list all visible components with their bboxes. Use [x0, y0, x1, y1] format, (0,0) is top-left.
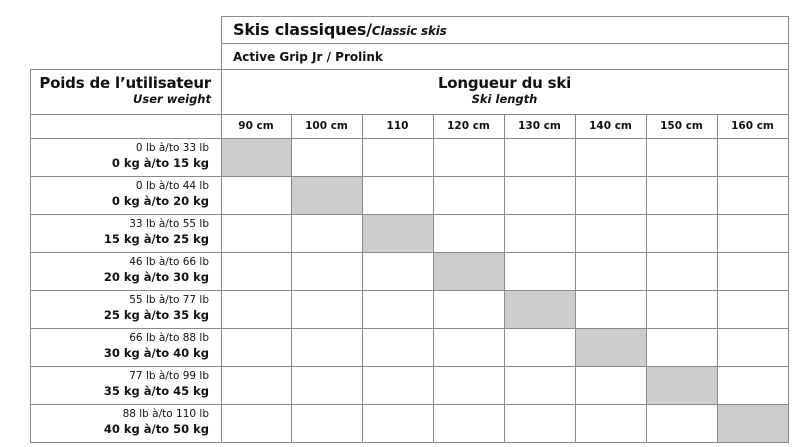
weight-kg: 35 kg à/to 45 kg — [103, 384, 209, 398]
weight-lb: 0 lb à/to 44 lb — [135, 180, 209, 192]
weight-lb: 66 lb à/to 88 lb — [129, 332, 209, 344]
grid-line — [30, 138, 789, 139]
weight-kg: 0 kg à/to 20 kg — [111, 194, 209, 208]
recommended-length-cell — [222, 139, 291, 176]
weight-lb: 77 lb à/to 99 lb — [129, 370, 209, 382]
grid-line — [717, 114, 718, 443]
recommended-length-cell — [718, 405, 788, 442]
column-header: 120 cm — [447, 120, 490, 132]
grid-line — [221, 16, 789, 17]
column-header: 160 cm — [731, 120, 774, 132]
grid-line — [291, 114, 292, 443]
weight-kg: 0 kg à/to 15 kg — [111, 156, 209, 170]
grid-line — [221, 43, 789, 44]
length-header-fr: Longueur du ski — [437, 74, 572, 92]
title-fr: Skis classiques — [233, 20, 367, 39]
weight-lb: 33 lb à/to 55 lb — [129, 218, 209, 230]
weight-lb: 55 lb à/to 77 lb — [129, 294, 209, 306]
grid-line — [221, 16, 222, 443]
length-header-en: Ski length — [471, 92, 538, 106]
grid-line — [575, 114, 576, 443]
grid-line — [30, 114, 789, 115]
recommended-length-cell — [647, 367, 717, 404]
recommended-length-cell — [292, 177, 362, 214]
column-header: 100 cm — [305, 120, 348, 132]
weight-lb: 88 lb à/to 110 lb — [122, 408, 209, 420]
grid-line — [30, 404, 789, 405]
recommended-length-cell — [576, 329, 646, 366]
recommended-length-cell — [505, 291, 575, 328]
weight-lb: 46 lb à/to 66 lb — [129, 256, 209, 268]
column-header: 150 cm — [660, 120, 703, 132]
grid-line — [504, 114, 505, 443]
weight-kg: 30 kg à/to 40 kg — [103, 346, 209, 360]
grid-line — [788, 16, 789, 443]
column-header: 130 cm — [518, 120, 561, 132]
grid-line — [30, 176, 789, 177]
grid-line — [30, 442, 789, 443]
weight-kg: 15 kg à/to 25 kg — [103, 232, 209, 246]
grid-line — [30, 69, 31, 443]
grid-line — [433, 114, 434, 443]
grid-line — [30, 290, 789, 291]
grid-line — [30, 69, 789, 70]
grid-line — [30, 328, 789, 329]
grid-line — [362, 114, 363, 443]
grid-line — [30, 252, 789, 253]
grid-line — [30, 366, 789, 367]
weight-header-fr: Poids de l’utilisateur — [39, 74, 211, 92]
recommended-length-cell — [434, 253, 504, 290]
product-name: Active Grip Jr / Prolink — [233, 50, 383, 64]
recommended-length-cell — [363, 215, 433, 252]
title — [233, 20, 447, 39]
weight-kg: 25 kg à/to 35 kg — [103, 308, 209, 322]
column-header: 90 cm — [238, 120, 274, 132]
weight-kg: 40 kg à/to 50 kg — [103, 422, 209, 436]
column-header: 140 cm — [589, 120, 632, 132]
weight-kg: 20 kg à/to 30 kg — [103, 270, 209, 284]
title-separator: / — [366, 20, 372, 39]
weight-header-en: User weight — [133, 92, 211, 106]
weight-lb: 0 lb à/to 33 lb — [135, 142, 209, 154]
column-header: 110 — [386, 120, 409, 132]
grid-line — [30, 214, 789, 215]
grid-line — [646, 114, 647, 443]
title-en: Classic skis — [371, 24, 447, 38]
